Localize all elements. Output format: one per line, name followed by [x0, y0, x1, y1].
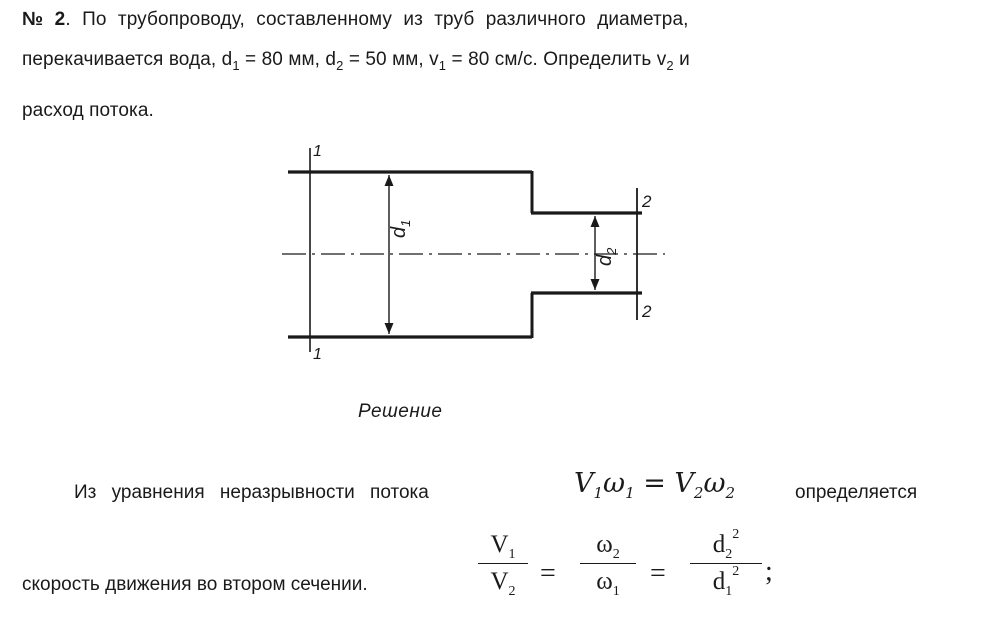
equals-sign-2: =	[650, 558, 666, 589]
formula-w1-index: 1	[625, 484, 635, 502]
subscript-v1: 1	[438, 58, 447, 73]
d2-index: 2	[604, 247, 619, 255]
d1-letter: d	[388, 226, 410, 238]
problem-text-2e: и	[673, 49, 690, 70]
formula-semicolon: ;	[765, 556, 773, 587]
section-2-label-top: 2	[642, 192, 652, 211]
fraction-area-numerator	[580, 530, 636, 560]
d2-arrow-down	[591, 279, 600, 290]
w1-letter: ω	[596, 568, 613, 595]
d2-label	[594, 247, 619, 266]
formula-V2-index: 2	[693, 484, 704, 502]
formula-w1: ω	[603, 468, 626, 499]
fraction-area-denominator	[580, 567, 636, 597]
w1-index: 1	[612, 584, 620, 599]
w2-index: 2	[612, 547, 620, 562]
problem-text-2a: перекачивается вода, d	[22, 49, 233, 70]
d1-index: 1	[398, 219, 413, 227]
d1-arrow-up	[385, 175, 394, 186]
d1-arrow-down	[385, 323, 394, 334]
v1-index: 1	[508, 547, 516, 562]
fraction-velocity-numerator	[478, 530, 528, 560]
d1-power: 2	[732, 564, 740, 579]
formula-w2: ω	[703, 468, 726, 499]
problem-line-2	[22, 48, 690, 72]
fraction-diameter-numerator	[690, 527, 762, 562]
fraction-diameter-denominator	[690, 564, 762, 599]
subscript-v2: 2	[666, 58, 674, 73]
d2-power: 2	[732, 527, 740, 542]
equals-sign-1: =	[540, 558, 556, 589]
fraction-diameter	[690, 527, 762, 599]
section-1-label-top: 1	[313, 143, 322, 160]
formula-V1-index: 1	[593, 484, 604, 502]
d2-letter: d	[594, 254, 616, 266]
fraction-area	[580, 530, 636, 597]
v2-index: 2	[508, 584, 516, 599]
fraction-bar-2	[580, 563, 636, 564]
problem-text-2d: = 80 см/с. Определить v	[446, 49, 667, 70]
continuity-formula	[574, 468, 736, 502]
fraction-bar-1	[478, 563, 528, 564]
d2-arrow-up	[591, 216, 600, 227]
subscript-d2: 2	[336, 58, 344, 73]
problem-line-1	[22, 8, 689, 32]
v2-letter: V	[490, 568, 509, 595]
pipe-diagram	[270, 134, 670, 364]
determined-text: определяется	[795, 482, 918, 503]
formula-V2: V	[674, 468, 694, 499]
d1-label	[388, 220, 413, 238]
fraction-velocity	[478, 530, 528, 597]
section-2-label-bottom: 2	[642, 302, 652, 321]
d1-letter-formula: d	[712, 568, 726, 595]
d2-letter-formula: d	[712, 531, 726, 558]
d1-index-formula: 1	[725, 584, 733, 599]
problem-text-2b: = 80 мм, d	[239, 49, 337, 70]
d2-index-formula: 2	[725, 547, 733, 562]
formula-w2-index: 2	[725, 484, 736, 502]
section-1-label-bottom: 1	[313, 346, 322, 363]
continuity-text: Из уравнения неразрывности потока	[74, 482, 429, 503]
problem-line-3: расход потока.	[22, 100, 154, 121]
problem-text-2c: = 50 мм, v	[343, 49, 439, 70]
problem-text-1: . По трубопроводу, составленному из труб различного диаметра,	[65, 9, 689, 30]
w2-letter: ω	[596, 531, 613, 558]
fraction-bar-3	[690, 563, 762, 564]
formula-V1: V	[574, 468, 594, 499]
subscript-d1: 1	[232, 58, 240, 73]
problem-number: № 2	[22, 9, 66, 30]
speed-text: скорость движения во втором сечении.	[22, 574, 368, 595]
fraction-velocity-denominator	[478, 567, 528, 597]
solution-heading: Решение	[358, 401, 443, 422]
v1-letter: V	[490, 531, 509, 558]
formula-equals: =	[634, 468, 675, 499]
